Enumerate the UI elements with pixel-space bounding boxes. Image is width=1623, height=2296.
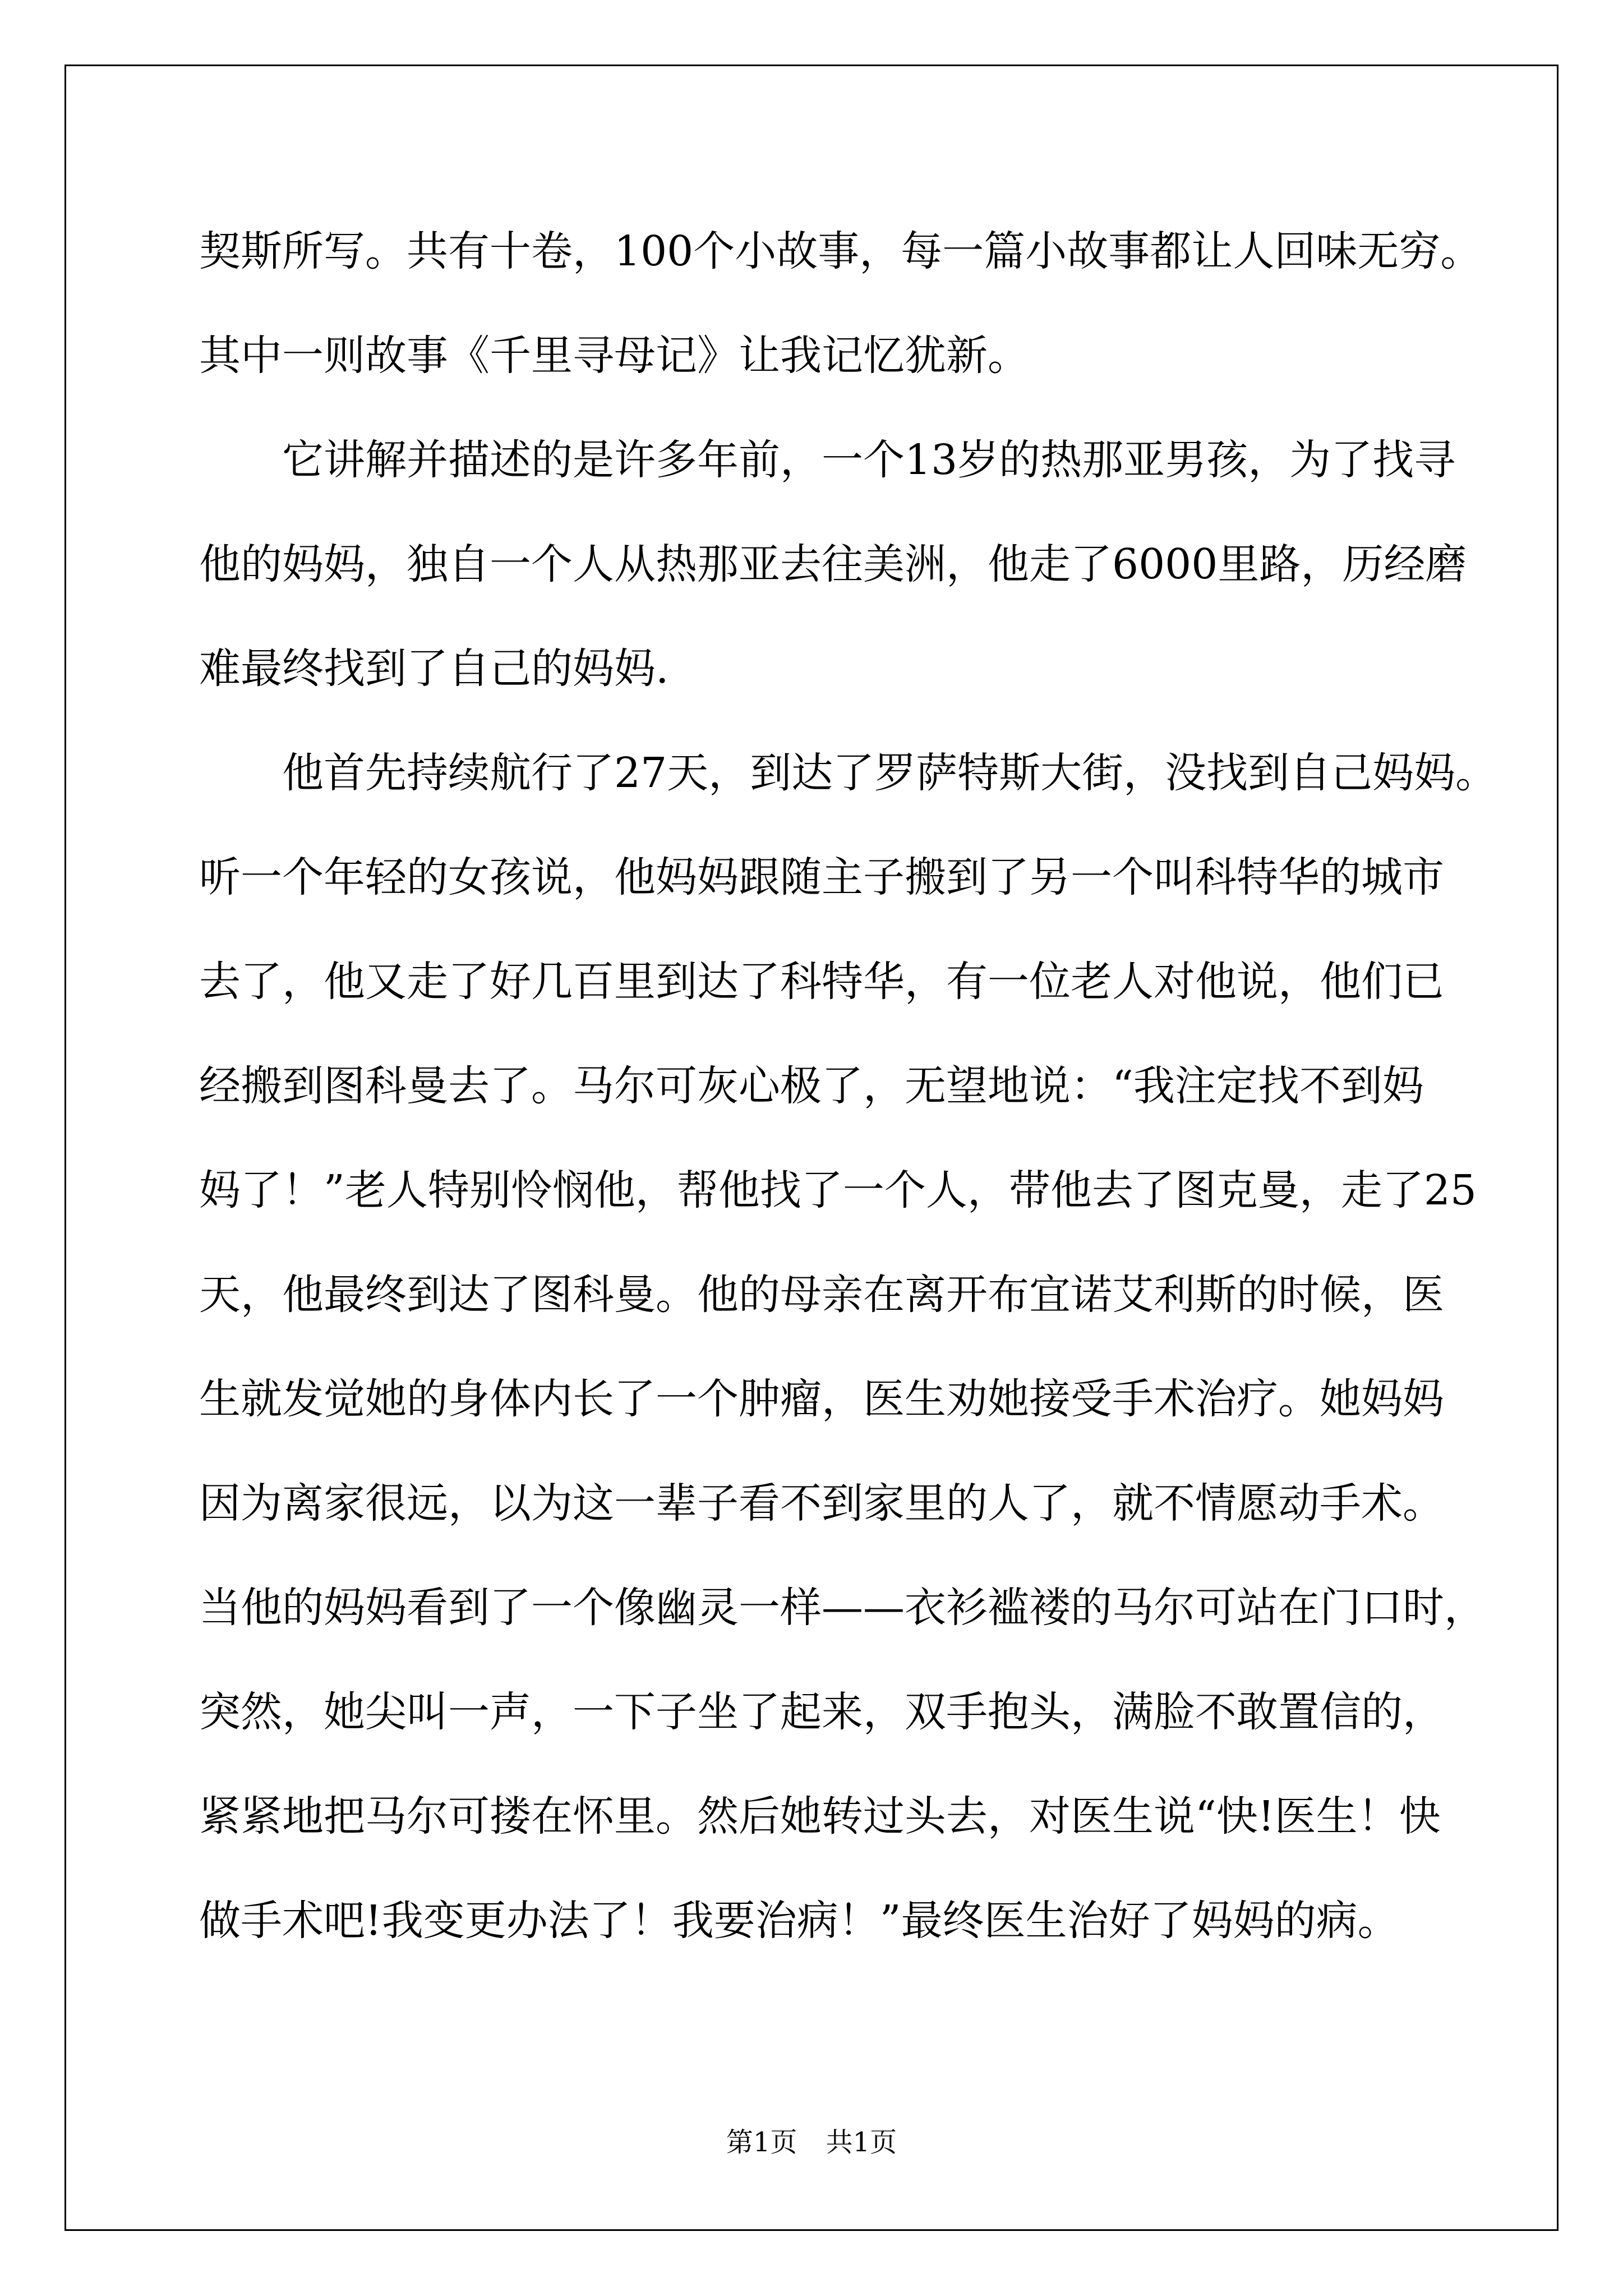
paragraph-start-line: 它讲解并描述的是许多年前，一个13岁的热那亚男孩，为了找寻 bbox=[282, 436, 1456, 484]
text-line: 突然，她尖叫一声，一下子坐了起来，双手抱头，满脸不敢置信的， bbox=[199, 1688, 1444, 1736]
text-line: 天，他最终到达了图科曼。他的母亲在离开布宜诺艾利斯的时候，医 bbox=[199, 1271, 1444, 1319]
text-line: 紧紧地把马尔可搂在怀里。然后她转过头去，对医生说“快!医生！快 bbox=[199, 1792, 1441, 1841]
text-line: 生就发觉她的身体内长了一个肿瘤，医生劝她接受手术治疗。她妈妈 bbox=[199, 1375, 1444, 1423]
text-line: 难最终找到了自己的妈妈. bbox=[199, 645, 669, 693]
text-line: 做手术吧!我变更办法了！我要治病！”最终医生治好了妈妈的病。 bbox=[199, 1897, 1399, 1945]
text-line: 契斯所写。共有十卷，100个小故事，每一篇小故事都让人回味无穷。 bbox=[199, 227, 1482, 275]
document-body bbox=[199, 199, 1497, 1973]
page-footer bbox=[0, 2120, 1623, 2159]
page-number: 第1页 bbox=[726, 2127, 797, 2158]
text-line: 因为离家很远，以为这一辈子看不到家里的人了，就不情愿动手术。 bbox=[199, 1479, 1444, 1527]
text-line: 妈了！”老人特别怜悯他，帮他找了一个人，带他去了图克曼，走了25 bbox=[199, 1166, 1477, 1214]
text-line: 他的妈妈，独自一个人从热那亚去往美洲，他走了6000里路，历经磨 bbox=[199, 540, 1467, 588]
text-line: 听一个年轻的女孩说，他妈妈跟随主子搬到了另一个叫科特华的城市 bbox=[199, 853, 1444, 901]
text-line: 去了，他又走了好几百里到达了科特华，有一位老人对他说，他们已 bbox=[199, 958, 1444, 1006]
page-total: 共1页 bbox=[826, 2127, 897, 2158]
text-line: 当他的妈妈看到了一个像幽灵一样——衣衫褴褛的马尔可站在门口时， bbox=[199, 1584, 1486, 1632]
text-line: 其中一则故事《千里寻母记》让我记忆犹新。 bbox=[199, 332, 1029, 380]
paragraph-start-line: 他首先持续航行了27天，到达了罗萨特斯大街，没找到自己妈妈。 bbox=[282, 749, 1497, 797]
text-line: 经搬到图科曼去了。马尔可灰心极了，无望地说：“我注定找不到妈 bbox=[199, 1062, 1424, 1110]
